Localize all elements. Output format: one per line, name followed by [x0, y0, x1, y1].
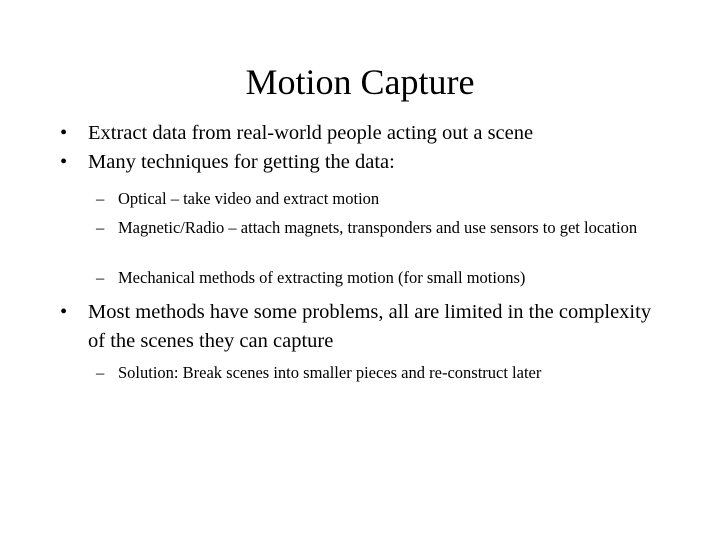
- sub-bullet-text: Solution: Break scenes into smaller pieces and re-construct later: [118, 363, 542, 382]
- dash-mark: –: [96, 218, 105, 237]
- sub-bullet-text: Optical – take video and extract motion: [118, 189, 380, 208]
- dash-mark: –: [96, 268, 105, 287]
- bullet-text: Extract data from real-world people acting out a scene: [88, 122, 534, 144]
- bullet-mark: •: [60, 301, 68, 323]
- sub-bullet-text: Mechanical methods of extracting motion (for small motions): [118, 268, 526, 287]
- sub-bullet-text: Magnetic/Radio – attach magnets, transponders and use sensors to get location: [118, 218, 638, 237]
- bullet-text: Many techniques for getting the data:: [88, 151, 395, 173]
- dash-mark: –: [96, 363, 105, 382]
- slide-title: Motion Capture: [245, 62, 475, 102]
- dash-mark: –: [96, 189, 105, 208]
- bullet-text: Most methods have some problems, all are limited in the complexity of the scenes they can capture: [88, 301, 652, 352]
- bullet-mark: •: [60, 151, 68, 173]
- bullet-mark: •: [60, 122, 68, 144]
